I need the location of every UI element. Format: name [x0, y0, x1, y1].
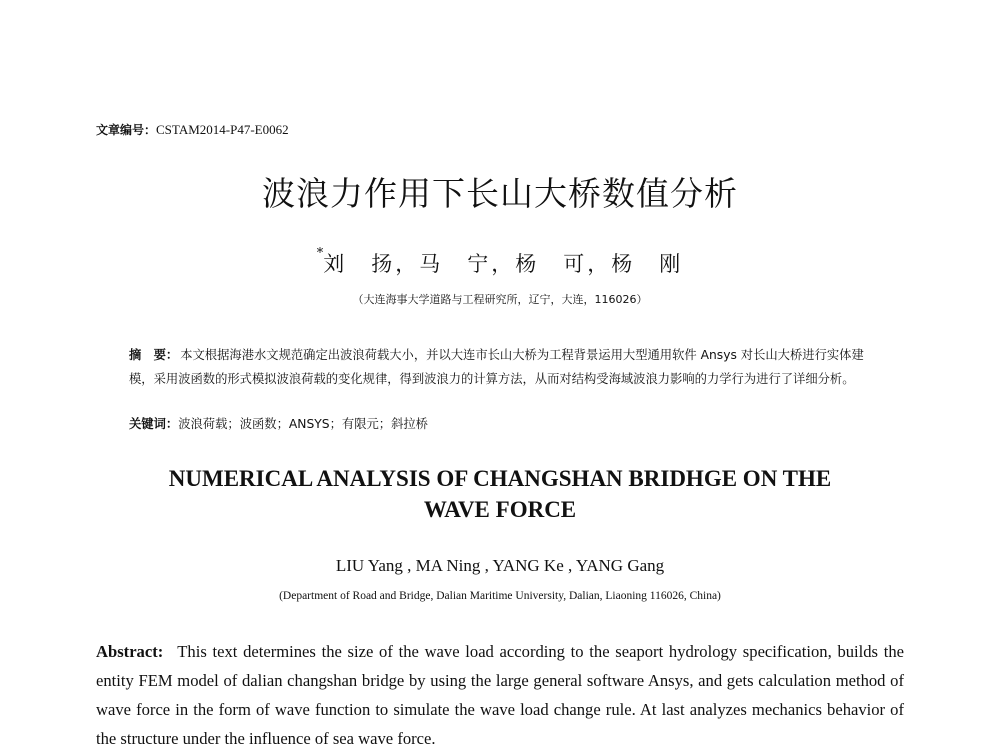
- keywords-chinese-label: 关键词：: [129, 417, 179, 431]
- title-english-line-1: NUMERICAL ANALYSIS OF CHANGSHAN BRIDHGE ON THE: [168, 466, 832, 491]
- article-id-value: CSTAM2014-P47-E0062: [156, 122, 289, 137]
- authors-chinese: [0, 248, 1000, 278]
- abstract-english-text: This text determines the size of the wave load according to the seaport hydrology specification, builds the entity FEM model of dalian changshan bridge by using the large general software Ansys, and gets calculation method of wave force in the form of wave function to simulate the wave load change rule. At last analyzes mechanics behavior of the structure under the influence of sea wave force.: [96, 642, 904, 748]
- abstract-chinese: [129, 343, 874, 391]
- authors-chinese-names: 刘 扬，马 宁，杨 可，杨 刚: [323, 252, 684, 276]
- keywords-chinese: [129, 414, 428, 432]
- authors-english: LIU Yang , MA Ning , YANG Ke , YANG Gang: [335, 556, 665, 575]
- corresponding-author-mark: *: [316, 246, 324, 261]
- article-id: [96, 121, 289, 138]
- title-english-line-2: WAVE FORCE: [423, 497, 577, 522]
- abstract-chinese-text: 本文根据海港水文规范确定出波浪荷载大小，并以大连市长山大桥为工程背景运用大型通用软件 Ansys 对长山大桥进行实体建模，采用波函数的形式模拟波浪荷载的变化规律，得到波浪力的计算方法，从而对结构受海域波浪力影响的力学行为进行了详细分析。: [129, 348, 864, 386]
- abstract-english: [96, 637, 904, 753]
- title-english: [0, 463, 1000, 525]
- affiliation-english: (Department of Road and Bridge, Dalian Maritime University, Dalian, Liaoning 116026, China): [279, 590, 721, 602]
- keywords-chinese-text: 波浪荷载；波函数；ANSYS；有限元；斜拉桥: [178, 417, 428, 431]
- article-id-label: 文章编号：: [96, 123, 157, 137]
- abstract-chinese-label: 摘 要：: [129, 348, 179, 362]
- abstract-english-label: Abstract:: [96, 642, 164, 661]
- affiliation-chinese: （大连海事大学道路与工程研究所，辽宁，大连，116026）: [352, 293, 648, 306]
- title-chinese: 波浪力作用下长山大桥数值分析: [262, 174, 738, 213]
